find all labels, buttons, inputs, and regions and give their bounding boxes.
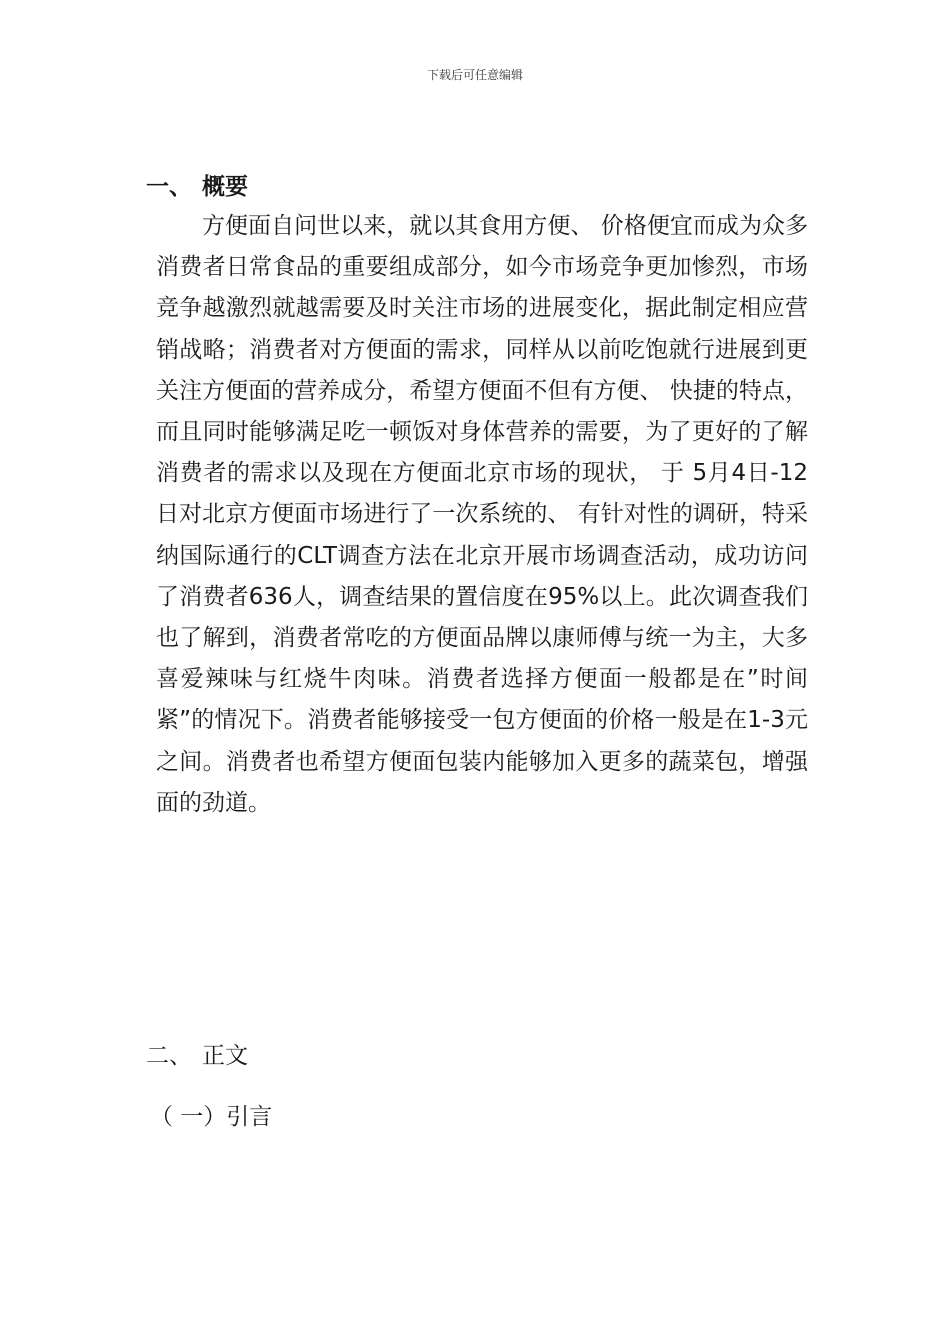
page-header-note: 下载后可任意编辑	[426, 68, 523, 82]
section-number: 二、	[146, 1043, 192, 1069]
section-title: 正文	[202, 1043, 248, 1069]
overview-paragraph: 方便面自问世以来，就以其食用方便、 价格便宜而成为众多消费者日常食品的重要组成部分，如今市场竞争更加惨烈，市场竞争越激烈就越需要及时关注市场的进展变化，据此制定相应营销战略；消费者对方便面的需求，同样从以前吃饱就行进展到更关注方便面的营养成分，希望方便面不但有方便、 快捷的特点，而且同时能够满足吃一顿饭对身体营养的需要，为了更好的了解消费者的需求以及现在方便面北京市场的现状， 于 5月4日-12日对北京方便面市场进行了一次系统的、 有针对性的调研，特采纳国际通行的CLT调查方法在北京开展市场调查活动，成功访问了消费者636人，调查结果的置信度在95%以上。此次调查我们也了解到，消费者常吃的方便面品牌以康师傅与统一为主，大多喜爱辣味与红烧牛肉味。消费者选择方便面一般都是在”时间紧”的情况下。消费者能够接受一包方便面的价格一般是在1-3元之间。消费者也希望方便面包装内能够加入更多的蔬菜包，增强面的劲道。	[156, 213, 808, 816]
section-title: 概要	[202, 174, 248, 200]
subsection-heading-introduction: （ 一）引言	[150, 1104, 273, 1130]
section-number: 一、	[146, 174, 192, 200]
section-heading-overview	[146, 172, 248, 202]
section-heading-main-text	[146, 1041, 248, 1071]
